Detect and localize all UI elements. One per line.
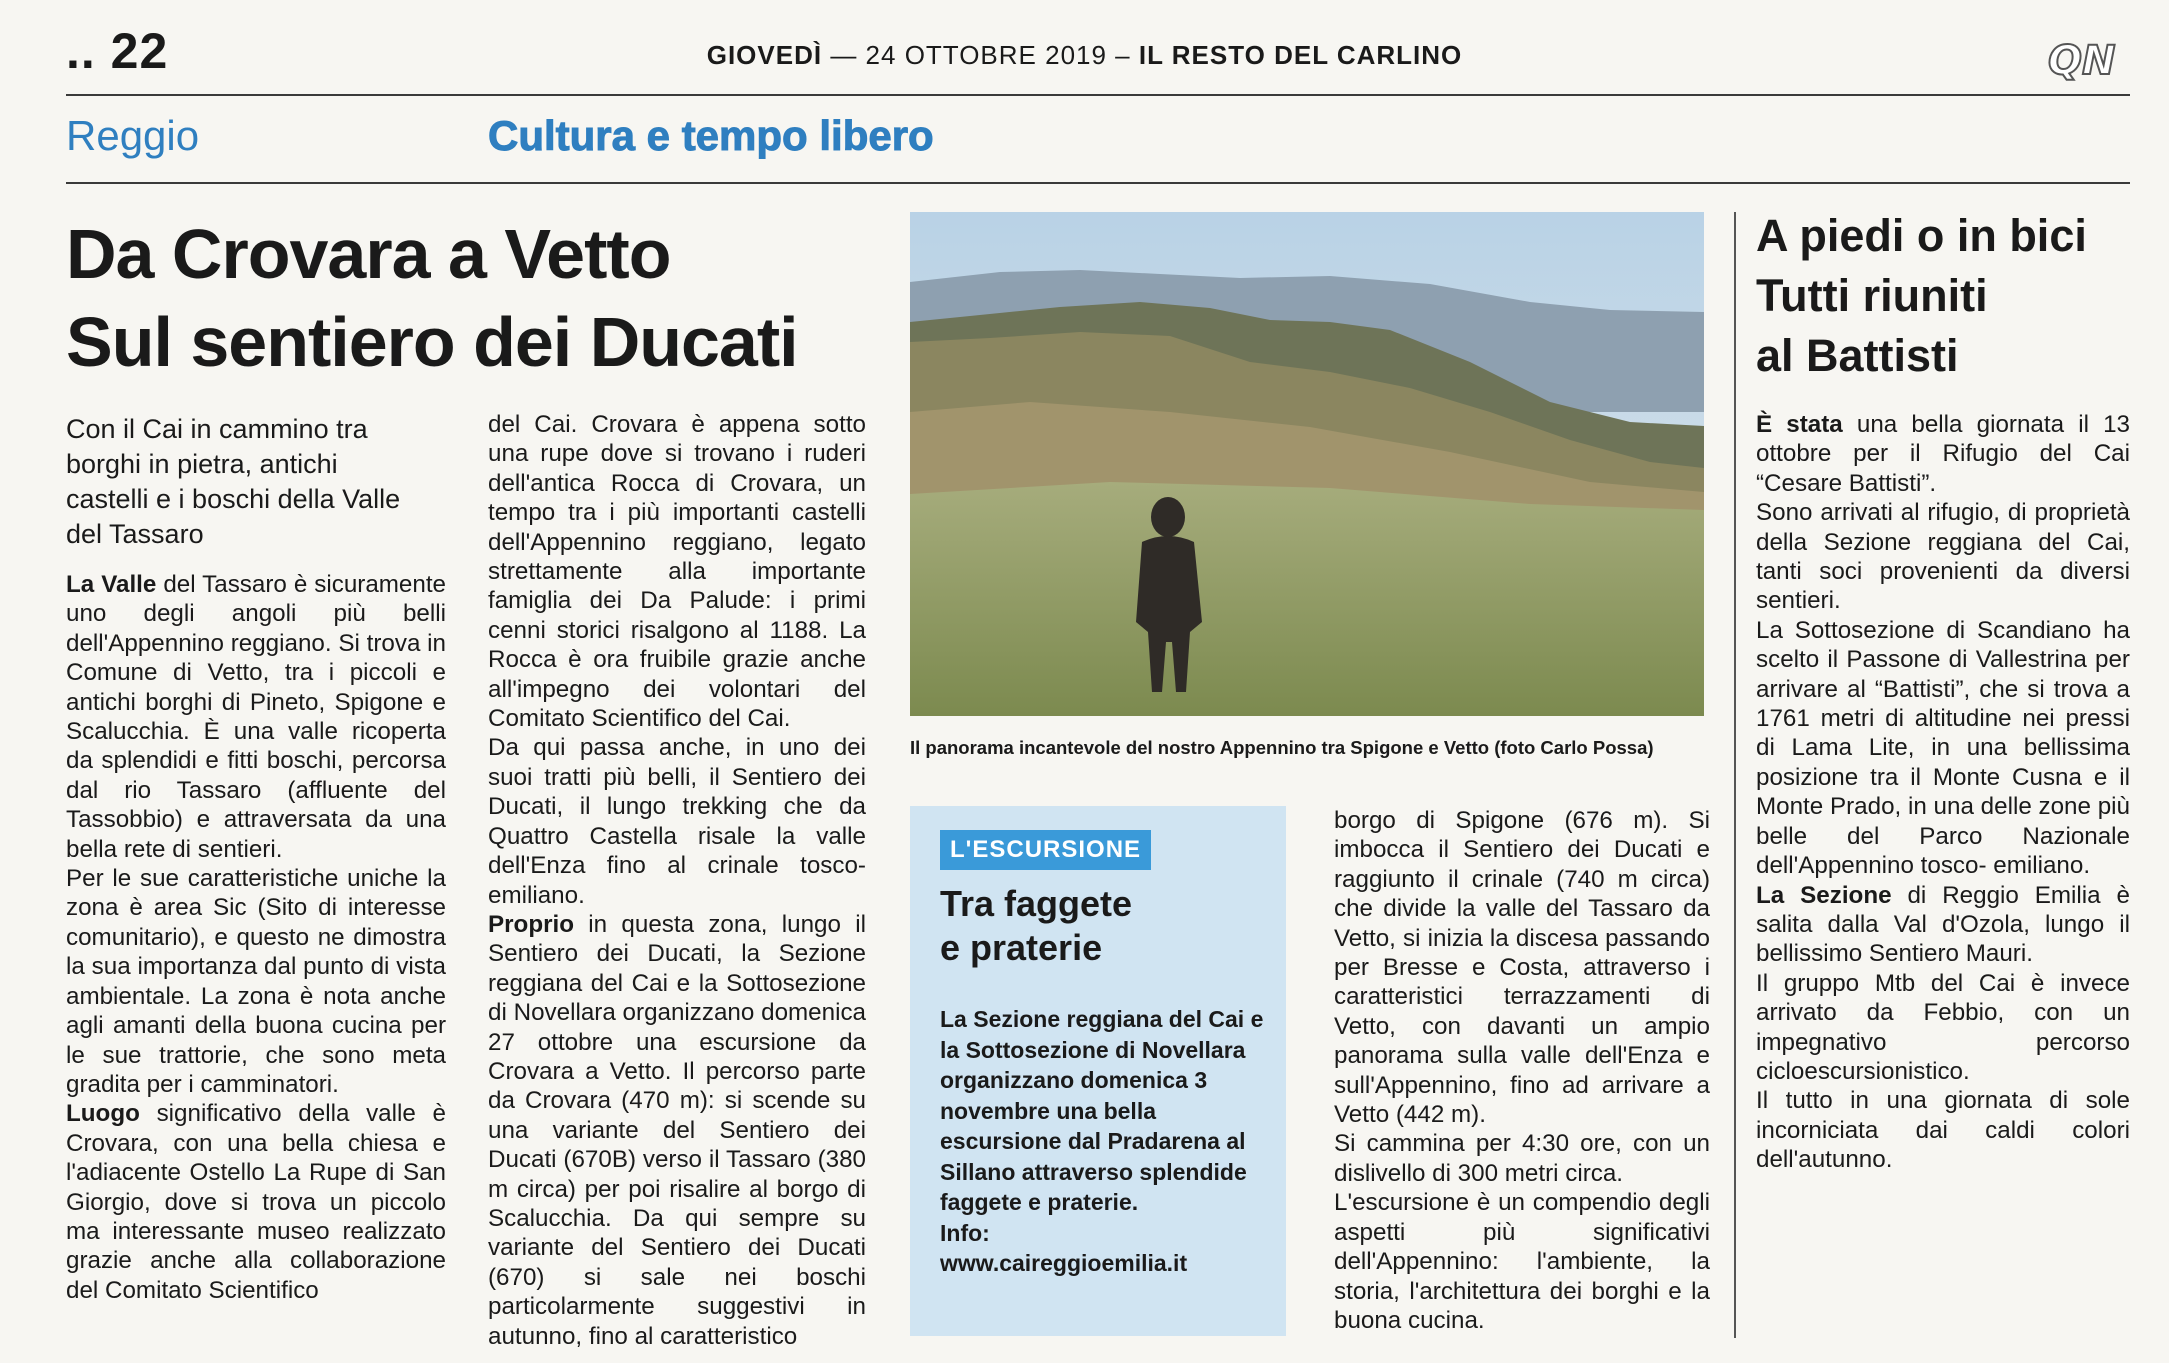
paragraph-lead: Proprio — [488, 910, 575, 938]
landscape-photo-illustration — [910, 212, 1704, 716]
paragraph-text: una bella giornata il 13 ottobre per il Rifugio del Cai “Cesare Battisti”. — [1756, 411, 2130, 497]
paragraph-text: Da qui passa anche, in uno dei suoi tratti più belli, il Sentiero dei Ducati, il lungo trekking che da Quattro Castella risale la valle dell'Enza fino al crinale tosco-emiliano. — [488, 734, 866, 909]
excursion-info-link[interactable]: www.caireggioemilia.it — [940, 1250, 1188, 1276]
paragraph-text: La Sottosezione di Scandiano ha scelto il Passone di Vallestrina per arrivare al “Battisti”, che si trova a 1761 metri di altitudine nei pressi di Lama Lite, in una bellissima posizione tra il Monte Cusna e il Monte Prado, in una delle zone più belle del Parco Nazionale dell'Appennino tosco- emiliano. — [1756, 616, 2130, 880]
section-rubric: Cultura e tempo libero — [488, 112, 934, 159]
article-headline — [66, 210, 798, 386]
article-column-1 — [66, 570, 446, 1305]
landscape-photo — [910, 212, 1704, 716]
paragraph-text: Il gruppo Mtb del Cai è invece arrivato da Febbio, con un impegnativo percorso cicloescursionistico. — [1756, 969, 2130, 1085]
paragraph — [488, 410, 866, 733]
article-column-2 — [488, 410, 866, 1351]
excursion-body: La Sezione reggiana del Cai e la Sottosezione di Novellara organizzano domenica 3 novembre una bella escursione dal Pradarena al Sillano attraverso splendide faggete e praterie. — [940, 1006, 1264, 1215]
paragraph — [66, 570, 446, 864]
paragraph — [1756, 498, 2130, 616]
sidebar-headline-line-3: al Battisti — [1756, 330, 1959, 381]
section-rule — [66, 182, 2130, 184]
headline-line-2: Sul sentiero dei Ducati — [66, 303, 798, 381]
masthead-line — [0, 40, 2169, 71]
paragraph — [1756, 969, 2130, 1087]
excursion-text — [940, 1004, 1270, 1279]
masthead-newspaper: IL RESTO DEL CARLINO — [1138, 40, 1463, 70]
top-rule — [66, 94, 2130, 96]
paragraph-text: L'escursione è un compendio degli aspetti più significativi dell'Appennino: l'ambiente, la storia, l'architettura dei borghi e la buona cucina. — [1334, 1189, 1710, 1334]
paragraph — [1756, 410, 2130, 498]
paragraph-text: Per le sue caratteristiche uniche la zona è area Sic (Sito di interesse comunitario), e questo ne dimostra la sua importanza dal punto di vista ambientale. La zona è nota anche agli amanti della buona cucina per le sue trattorie, che sono meta gradita per i camminatori. — [66, 865, 446, 1098]
paragraph-text: Sono arrivati al rifugio, di proprietà della Sezione reggiana del Cai, tanti soci provenienti da diversi sentieri. — [1756, 499, 2130, 615]
paragraph — [1756, 1086, 2130, 1174]
paragraph-lead: La Valle — [66, 571, 157, 598]
paragraph — [66, 1099, 446, 1305]
paragraph-lead: Luogo — [66, 1100, 140, 1128]
masthead-date: — 24 OTTOBRE 2019 – — [830, 40, 1131, 70]
sidebar-headline-line-1: A piedi o in bici — [1756, 210, 2087, 261]
paragraph-text: del Cai. Crovara è appena sotto una rupe dove si trovano i ruderi dell'antica Rocca di Crovara, un tempo tra i più importanti castelli dell'Appennino reggiano, legato strettamente alla importante famiglia dei Da Palude: i primi cenni storici risalgono al 1188. La Rocca è ora fruibile grazie anche all'impegno dei volontari del Comitato Scientifico del Cai. — [488, 411, 866, 733]
sidebar-headline — [1756, 206, 2087, 386]
paragraph-text: di Reggio Emilia è salita dalla Val d'Ozola, lungo il bellissimo Sentiero Mauri. — [1756, 881, 2130, 968]
paragraph — [1756, 881, 2130, 969]
masthead-day: GIOVEDÌ — [706, 40, 823, 70]
qn-logo: QN — [2048, 38, 2116, 84]
excursion-title-line-1: Tra faggete — [940, 883, 1133, 924]
paragraph — [488, 910, 866, 1351]
sidebar-headline-line-2: Tutti riuniti — [1756, 270, 1988, 321]
excursion-title-line-2: e praterie — [940, 927, 1103, 968]
paragraph — [1756, 616, 2130, 881]
paragraph — [1334, 806, 1710, 1129]
section-name: Reggio — [66, 112, 200, 159]
paragraph — [66, 864, 446, 1099]
paragraph-text: in questa zona, lungo il Sentiero dei Ducati, la Sezione reggiana del Cai e la Sottosezione di Novellara organizzano domenica 27 ottobre una escursione da Crovara a Vetto. Il percorso parte da Crovara (470 m): si scende su una variante del Sentiero dei Ducati (670B) verso il Tassaro (380 m circa) per poi risalire al borgo di Scalucchia. Da qui sempre su variante del Sentiero dei Ducati (670) si sale nei boschi particolarmente suggestivi in autunno, fino al caratteristico — [488, 910, 866, 1350]
article-column-3 — [1334, 806, 1710, 1335]
paragraph-lead: La Sezione — [1756, 881, 1892, 909]
paragraph-text: del Tassaro è sicuramente uno degli angoli più belli dell'Appennino reggiano. Si trova in Comune di Vetto, tra i piccoli e antichi borghi di Pineto, Spigone e Scalucchia. È una valle ricoperta da splendidi e fitti boschi, percorsa dal rio Tassaro (affluente del Tassobbio) e attraversata da una bella rete di sentieri. — [66, 571, 447, 863]
paragraph-lead: È stata — [1756, 411, 1843, 438]
excursion-tag: L'ESCURSIONE — [940, 830, 1151, 870]
excursion-title — [940, 882, 1132, 970]
paragraph-text: Il tutto in una giornata di sole incorniciata dai caldi colori dell'autunno. — [1756, 1087, 2130, 1174]
paragraph-text: Si cammina per 4:30 ore, con un dislivello di 300 metri circa. — [1334, 1130, 1710, 1187]
headline-line-1: Da Crovara a Vetto — [66, 215, 671, 293]
paragraph-text: significativo della valle è Crovara, con una bella chiesa e l'adiacente Ostello La Rupe di San Giorgio, dove si trova un piccolo ma interessante museo realizzato grazie anche alla collaborazione del Comitato Scientifico — [66, 1100, 446, 1304]
paragraph — [1334, 1129, 1710, 1188]
sidebar-column — [1756, 410, 2130, 1175]
photo-caption: Il panorama incantevole del nostro Appennino tra Spigone e Vetto (foto Carlo Possa) — [910, 737, 1654, 758]
article-subhead: Con il Cai in cammino tra borghi in pietra, antichi castelli e i boschi della Valle del Tassaro — [66, 414, 401, 549]
paragraph — [1334, 1188, 1710, 1335]
paragraph — [488, 733, 866, 909]
paragraph-text: borgo di Spigone (676 m). Si imbocca il Sentiero dei Ducati e raggiunto il crinale (740 m circa) che divide la valle del Tassaro da Vetto, si inizia la discesa passando per Bresse e Costa, attraverso i caratteristici terrazzamenti di Vetto, con davanti un ampio panorama sulla valle dell'Enza e sull'Appennino, fino ad arrivare a Vetto (442 m). — [1334, 807, 1710, 1129]
excursion-info-label: Info: — [940, 1219, 990, 1246]
page-number: .. 22 — [66, 23, 169, 79]
column-divider — [1734, 212, 1736, 1338]
